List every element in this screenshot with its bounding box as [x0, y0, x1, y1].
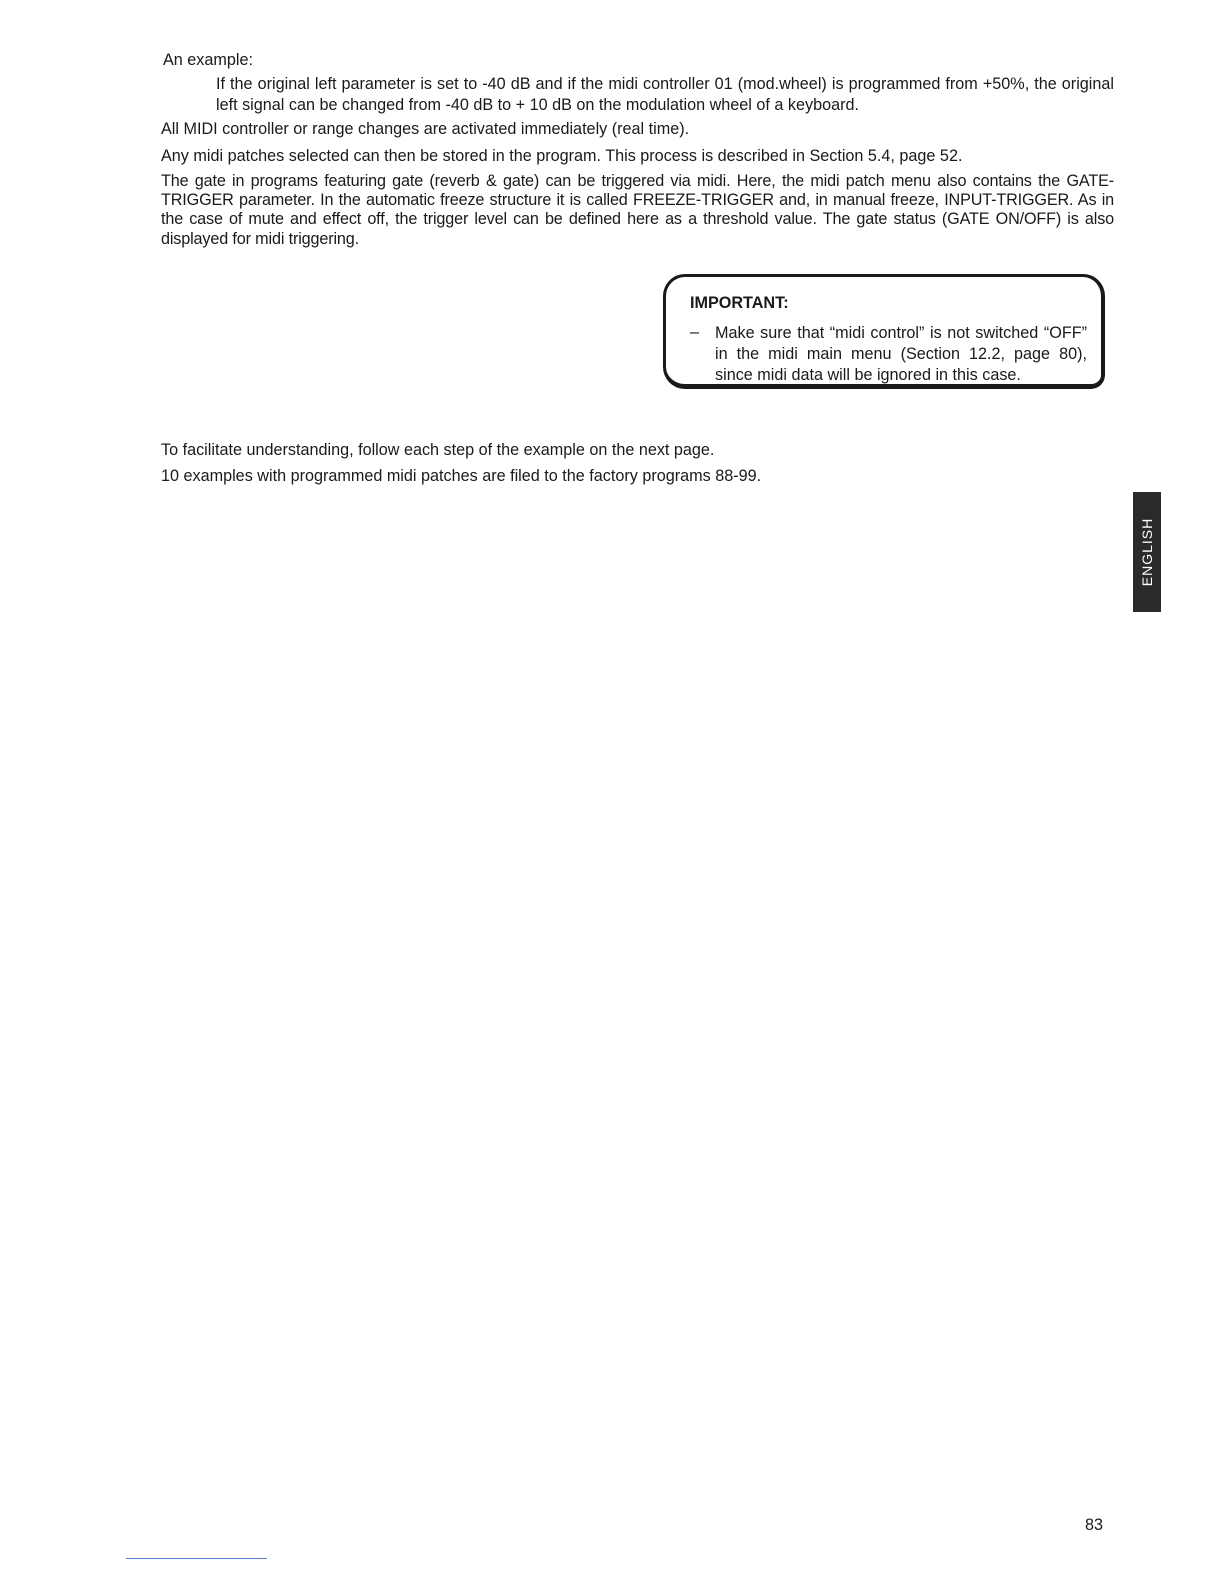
important-title: IMPORTANT: [690, 294, 789, 312]
footer-rule [126, 1558, 267, 1559]
example-body: If the original left parameter is set to -40 dB and if the midi controller 01 (mod.wheel) is programmed from +50%, the original left signal can be changed from -40 dB to + 10 dB on the modulation wheel of a keyboard. [216, 75, 1114, 114]
paragraph-facilitate: To facilitate understanding, follow each step of the example on the next page. [161, 441, 715, 459]
example-heading: An example: [163, 51, 253, 69]
paragraph-factory-programs: 10 examples with programmed midi patches are filed to the factory programs 88-99. [161, 467, 762, 485]
paragraph-storing: Any midi patches selected can then be stored in the program. This process is described in Section 5.4, page 52. [161, 147, 963, 165]
language-tab [1133, 492, 1161, 612]
page-number: 83 [1085, 1516, 1104, 1534]
paragraph-realtime: All MIDI controller or range changes are activated immediately (real time). [161, 120, 690, 138]
language-tab-label: ENGLISH [1139, 517, 1155, 587]
important-notice-box [663, 274, 1105, 389]
paragraph-gate-trigger: The gate in programs featuring gate (reverb & gate) can be triggered via midi. Here, the midi patch menu also contains the GATE-TRIGGER parameter. In the automatic freeze structure it is called FREEZE-TRIGGER and, in manual freeze, INPUT-TRIGGER. As in the case of mute and effect off, the trigger level can be defined here as a threshold value. The gate status (GATE ON/OFF) is also displayed for midi triggering. [161, 172, 1114, 248]
important-text: Make sure that “midi control” is not switched “OFF” in the midi main menu (Section 12.2, page 80), since midi data will be ignored in this case. [715, 324, 1087, 384]
bullet-dash: – [690, 323, 700, 341]
